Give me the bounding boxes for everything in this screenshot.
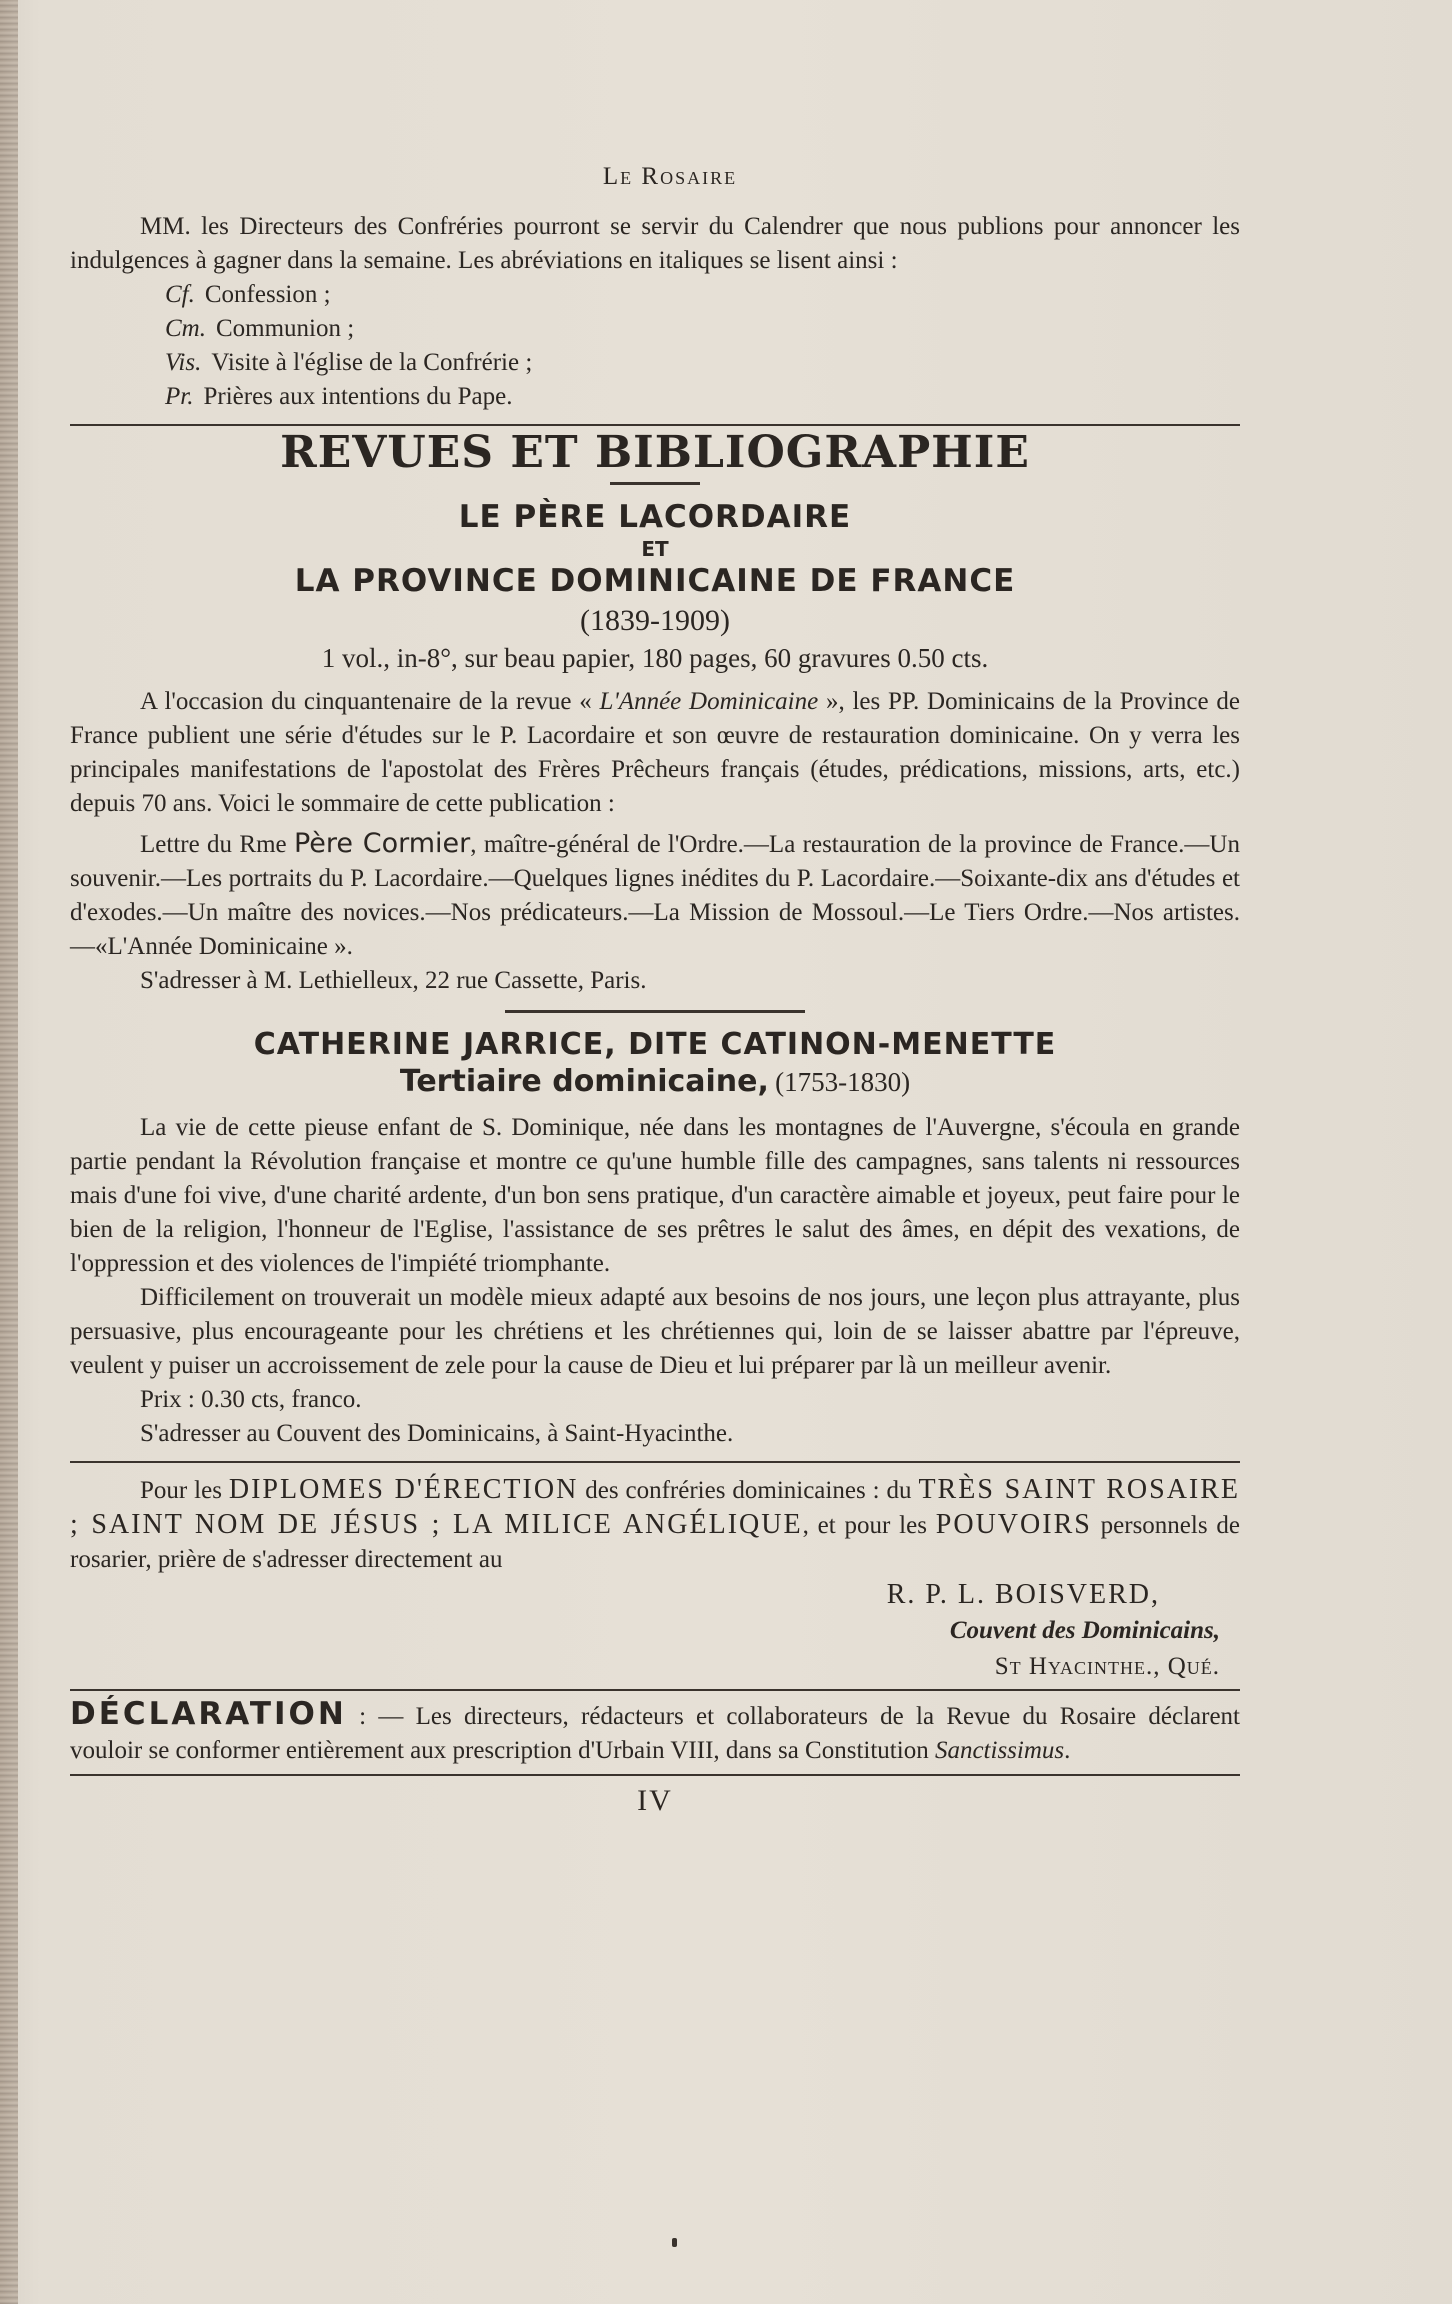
book1-meta: 1 vol., in-8°, sur beau papier, 180 pages, 60 gravures 0.50 cts. (321, 643, 989, 673)
declaration-heading: DÉCLARATION (70, 1696, 347, 1732)
diplomes-caps: TRÈS SAINT ROSAIRE ; SAINT NOM DE JÉSUS ; LA MILICE ANGÉLIQUE (70, 1474, 1241, 1540)
book1-cormier-name: Père Cormier (293, 828, 471, 859)
book2-paragraph1: La vie de cette pieuse enfant de S. Dominique, née dans les montagnes de l'Auvergne, s'écoula en grande partie pendant la Révolution française et montre ce qu'une humble fille des campagnes, sans talents ni ressources mais d'une foi vive, d'une charité ardente, d'un bon sens pratique, d'un caractère aimable et joyeux, peut faire pour le bien de la religion, l'honneur de l'Eglise, l'assistance de ses prêtres le salut des âmes, en dépit des vexations, de l'oppression et des violences de l'impiété triomphante. (70, 1114, 1240, 1277)
page-number: IV (637, 1784, 673, 1817)
book1-title-line2: LA PROVINCE DOMINICAINE DE FRANCE (294, 563, 1016, 599)
abbreviation-item (165, 312, 1240, 346)
contact-address (70, 1577, 1220, 1685)
book1-summary (70, 827, 1240, 964)
abbreviation-meaning: Confession ; (204, 281, 331, 308)
book2-dates: (1753-1830) (775, 1067, 911, 1097)
contact-couvent: Couvent des Dominicains, (949, 1617, 1220, 1644)
book1-revue-title: L'Année Dominicaine (599, 688, 819, 715)
intro-paragraph: MM. les Directeurs des Confréries pourront se servir du Calendrer que nous publions pour annoncer les indulgences à gagner dans la semaine. Les abréviations en italiques se lisent ainsi : (70, 213, 1240, 274)
abbreviation-code: Cm. (165, 315, 206, 342)
title-underline (610, 482, 700, 485)
page-speck (672, 2238, 677, 2247)
abbreviation-item (165, 278, 1240, 312)
book1-address: S'adresser à M. Lethielleux, 22 rue Cassette, Paris. (140, 967, 647, 994)
diplomes-caps: POUVOIRS (935, 1509, 1092, 1540)
abbreviation-item (165, 380, 1240, 414)
book1-description-end: », les PP. Dominicains de la Province de France publient une série d'études sur le P. Lacordaire et son œuvre de restauration dominicaine. On y verra les principales manifestations de l'apostolat des Frères Prêcheurs français (études, prédications, missions, arts, etc.) depuis 70 ans. Voici le sommaire de cette publication : (70, 688, 1240, 817)
book1-summary-start: Lettre du Rme (140, 831, 294, 858)
diplomes-caps: DIPLOMES D'ÉRECTION (228, 1474, 579, 1505)
running-head: Le Rosaire (602, 163, 738, 190)
book2-paragraph2: Difficilement on trouverait un modèle mieux adapté aux besoins de nos jours, une leçon plus attrayante, plus persuasive, plus encourageante pour les chrétiens et les chrétiennes qui, loin de se laisser abattre par l'épreuve, veulent y puiser un accroissement de zele pour la cause de Dieu et lui préparer par là un meilleur avenir. (70, 1284, 1240, 1379)
abbreviation-list (70, 278, 1240, 414)
section-divider (70, 1689, 1240, 1691)
abbreviation-code: Cf. (165, 281, 195, 308)
section-divider (70, 424, 1240, 426)
abbreviation-meaning: Visite à l'église de la Confrérie ; (211, 349, 533, 376)
diplomes-text: personnels de rosarier, prière de s'adresser directement au (70, 1512, 1241, 1573)
diplomes-text: Pour les (140, 1477, 229, 1504)
contact-name: R. P. L. BOISVERD, (886, 1579, 1160, 1610)
declaration (70, 1697, 1240, 1768)
abbreviation-item (165, 346, 1240, 380)
book-divider (505, 1010, 805, 1013)
book2-address: S'adresser au Couvent des Dominicains, à Saint-Hyacinthe. (140, 1420, 734, 1447)
diplomes-text: des confréries dominicaines : du (578, 1477, 919, 1504)
diplomes-paragraph (70, 1473, 1240, 1577)
book2-title-line1: CATHERINE JARRICE, DITE CATINON-MENETTE (253, 1027, 1057, 1062)
book1-title-line1: LE PÈRE LACORDAIRE (458, 499, 852, 535)
section-divider (70, 1461, 1240, 1463)
abbreviation-code: Pr. (165, 383, 194, 410)
declaration-text: : — Les directeurs, rédacteurs et collaborateurs de la Revue du Rosaire déclarent vouloir se conformer entièrement aux prescription d'Urbain VIII, dans sa Constitution (70, 1703, 1240, 1764)
book1-title-et: ET (641, 537, 669, 561)
declaration-constitution: Sanctissimus (934, 1737, 1065, 1764)
book1-description-start: A l'occasion du cinquantenaire de la revue « (140, 688, 600, 715)
footer-divider (70, 1774, 1240, 1776)
declaration-end: . (1064, 1737, 1071, 1764)
abbreviation-meaning: Communion ; (215, 315, 355, 342)
page-content (70, 160, 1240, 1818)
book2-title-line2 (70, 1065, 1240, 1101)
book-binding-edge (0, 0, 18, 2304)
book1-dates: (1839-1909) (580, 604, 730, 637)
book1-description (70, 685, 1240, 821)
contact-city: St Hyacinthe., Qué. (994, 1653, 1220, 1680)
section-title: REVUES ET BIBLIOGRAPHIE (280, 427, 1030, 478)
diplomes-text: , et pour les (802, 1512, 936, 1539)
book2-price: Prix : 0.30 cts, franco. (140, 1386, 362, 1413)
abbreviation-meaning: Prières aux intentions du Pape. (203, 383, 513, 410)
book1-summary-end: , maître-général de l'Ordre.—La restauration de la province de France.—Un souvenir.—Les portraits du P. Lacordaire.—Quelques lignes inédites du P. Lacordaire.—Soixante-dix ans d'études et d'exodes.—Un maître des novices.—Nos prédicateurs.—La Mission de Mossoul.—Le Tiers Ordre.—Nos artistes.—«L'Année Dominicaine ». (70, 831, 1240, 960)
book2-subtitle: Tertiaire dominicaine, (399, 1064, 769, 1099)
abbreviation-code: Vis. (165, 349, 202, 376)
